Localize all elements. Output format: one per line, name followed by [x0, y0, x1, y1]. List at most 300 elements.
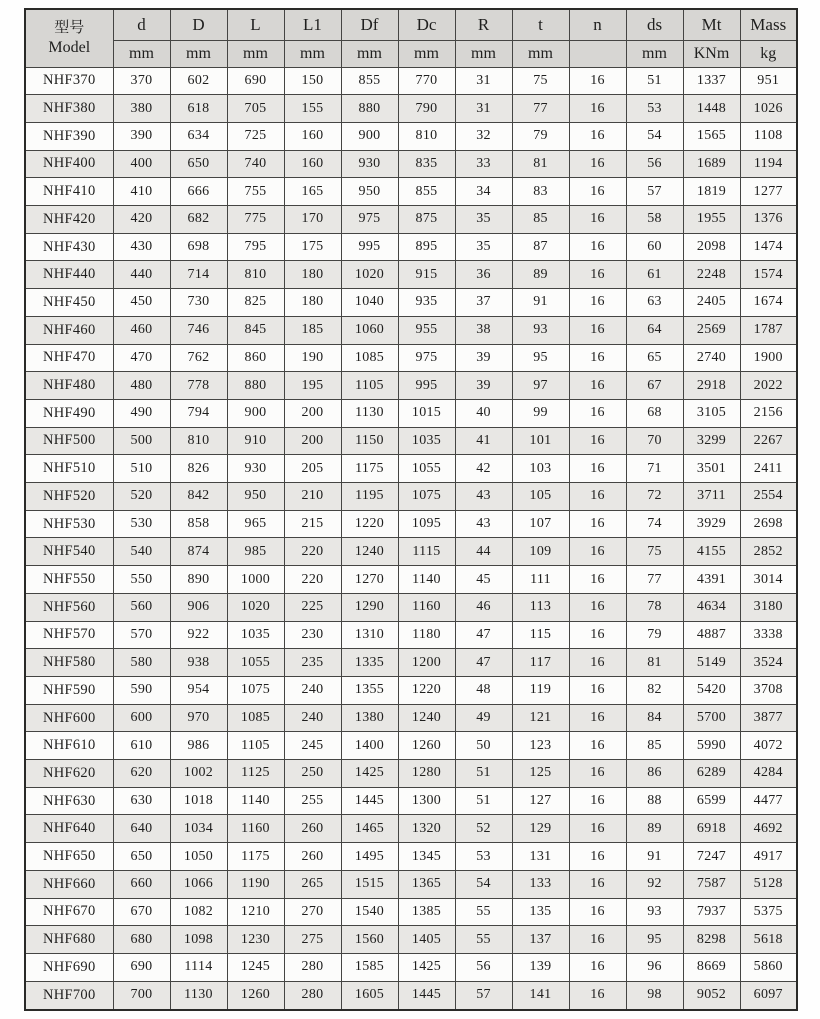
value-cell: 1240	[341, 538, 398, 566]
value-cell: 755	[227, 178, 284, 206]
value-cell: 938	[170, 649, 227, 677]
col-header-L1: L1	[284, 9, 341, 40]
table-row	[25, 289, 797, 317]
value-cell: 5149	[683, 649, 740, 677]
value-cell: 794	[170, 399, 227, 427]
value-cell: 93	[626, 898, 683, 926]
value-cell: 50	[455, 732, 512, 760]
value-cell: 150	[284, 67, 341, 95]
value-cell: 1150	[341, 427, 398, 455]
value-cell: 682	[170, 206, 227, 234]
value-cell: 970	[170, 704, 227, 732]
model-cell: NHF680	[25, 926, 113, 954]
value-cell: 55	[455, 898, 512, 926]
value-cell: 985	[227, 538, 284, 566]
value-cell: 930	[227, 455, 284, 483]
value-cell: 2852	[740, 538, 797, 566]
value-cell: 1310	[341, 621, 398, 649]
value-cell: 826	[170, 455, 227, 483]
value-cell: 835	[398, 150, 455, 178]
value-cell: 680	[113, 926, 170, 954]
value-cell: 520	[113, 483, 170, 511]
value-cell: 1376	[740, 206, 797, 234]
value-cell: 131	[512, 843, 569, 871]
value-cell: 910	[227, 427, 284, 455]
value-cell: 77	[512, 95, 569, 123]
value-cell: 245	[284, 732, 341, 760]
value-cell: 47	[455, 621, 512, 649]
value-cell: 31	[455, 67, 512, 95]
col-header-ds: ds	[626, 9, 683, 40]
value-cell: 730	[170, 289, 227, 317]
value-cell: 1337	[683, 67, 740, 95]
value-cell: 5420	[683, 676, 740, 704]
value-cell: 590	[113, 676, 170, 704]
value-cell: 895	[398, 233, 455, 261]
model-cell: NHF440	[25, 261, 113, 289]
table-row	[25, 621, 797, 649]
value-cell: 550	[113, 566, 170, 594]
value-cell: 8669	[683, 954, 740, 982]
value-cell: 1075	[227, 676, 284, 704]
value-cell: 698	[170, 233, 227, 261]
table-row	[25, 67, 797, 95]
value-cell: 83	[512, 178, 569, 206]
value-cell: 88	[626, 787, 683, 815]
value-cell: 1474	[740, 233, 797, 261]
value-cell: 3299	[683, 427, 740, 455]
value-cell: 860	[227, 344, 284, 372]
value-cell: 39	[455, 372, 512, 400]
value-cell: 4284	[740, 760, 797, 788]
value-cell: 1075	[398, 483, 455, 511]
value-cell: 1195	[341, 483, 398, 511]
value-cell: 51	[455, 760, 512, 788]
value-cell: 220	[284, 566, 341, 594]
value-cell: 68	[626, 399, 683, 427]
value-cell: 1190	[227, 870, 284, 898]
value-cell: 5700	[683, 704, 740, 732]
value-cell: 460	[113, 316, 170, 344]
value-cell: 57	[626, 178, 683, 206]
value-cell: 1082	[170, 898, 227, 926]
value-cell: 1125	[227, 760, 284, 788]
value-cell: 16	[569, 704, 626, 732]
value-cell: 275	[284, 926, 341, 954]
value-cell: 3014	[740, 566, 797, 594]
value-cell: 75	[626, 538, 683, 566]
table-row	[25, 649, 797, 677]
value-cell: 16	[569, 593, 626, 621]
value-cell: 5128	[740, 870, 797, 898]
value-cell: 965	[227, 510, 284, 538]
value-cell: 4634	[683, 593, 740, 621]
model-cell: NHF580	[25, 649, 113, 677]
value-cell: 650	[170, 150, 227, 178]
value-cell: 240	[284, 676, 341, 704]
value-cell: 855	[398, 178, 455, 206]
value-cell: 1130	[170, 981, 227, 1010]
model-cell: NHF510	[25, 455, 113, 483]
value-cell: 4477	[740, 787, 797, 815]
value-cell: 740	[227, 150, 284, 178]
value-cell: 16	[569, 732, 626, 760]
header-units-row	[25, 40, 797, 67]
value-cell: 65	[626, 344, 683, 372]
value-cell: 165	[284, 178, 341, 206]
model-cell: NHF570	[25, 621, 113, 649]
value-cell: 5990	[683, 732, 740, 760]
value-cell: 1040	[341, 289, 398, 317]
value-cell: 1605	[341, 981, 398, 1010]
value-cell: 690	[227, 67, 284, 95]
model-cell: NHF500	[25, 427, 113, 455]
value-cell: 890	[170, 566, 227, 594]
value-cell: 470	[113, 344, 170, 372]
table-row	[25, 566, 797, 594]
value-cell: 16	[569, 954, 626, 982]
value-cell: 995	[398, 372, 455, 400]
value-cell: 1220	[341, 510, 398, 538]
value-cell: 390	[113, 122, 170, 150]
value-cell: 270	[284, 898, 341, 926]
value-cell: 41	[455, 427, 512, 455]
value-cell: 1066	[170, 870, 227, 898]
table-row	[25, 676, 797, 704]
unit-header-n	[569, 40, 626, 67]
value-cell: 35	[455, 233, 512, 261]
unit-header-L: mm	[227, 40, 284, 67]
value-cell: 1400	[341, 732, 398, 760]
model-cell: NHF590	[25, 676, 113, 704]
value-cell: 103	[512, 455, 569, 483]
table-row	[25, 981, 797, 1010]
table-row	[25, 178, 797, 206]
value-cell: 1230	[227, 926, 284, 954]
value-cell: 810	[170, 427, 227, 455]
table-row	[25, 510, 797, 538]
value-cell: 180	[284, 261, 341, 289]
table-row	[25, 954, 797, 982]
value-cell: 950	[341, 178, 398, 206]
value-cell: 1240	[398, 704, 455, 732]
value-cell: 2569	[683, 316, 740, 344]
value-cell: 1540	[341, 898, 398, 926]
value-cell: 7247	[683, 843, 740, 871]
value-cell: 40	[455, 399, 512, 427]
model-cell: NHF650	[25, 843, 113, 871]
value-cell: 16	[569, 870, 626, 898]
value-cell: 1565	[683, 122, 740, 150]
value-cell: 790	[398, 95, 455, 123]
value-cell: 235	[284, 649, 341, 677]
value-cell: 16	[569, 566, 626, 594]
value-cell: 1105	[341, 372, 398, 400]
value-cell: 660	[113, 870, 170, 898]
value-cell: 2405	[683, 289, 740, 317]
model-cell: NHF670	[25, 898, 113, 926]
table-row	[25, 732, 797, 760]
value-cell: 99	[512, 399, 569, 427]
value-cell: 2698	[740, 510, 797, 538]
model-cell: NHF560	[25, 593, 113, 621]
value-cell: 1114	[170, 954, 227, 982]
value-cell: 746	[170, 316, 227, 344]
model-cell: NHF450	[25, 289, 113, 317]
value-cell: 1320	[398, 815, 455, 843]
value-cell: 170	[284, 206, 341, 234]
value-cell: 95	[512, 344, 569, 372]
value-cell: 560	[113, 593, 170, 621]
value-cell: 92	[626, 870, 683, 898]
value-cell: 16	[569, 399, 626, 427]
value-cell: 225	[284, 593, 341, 621]
value-cell: 75	[512, 67, 569, 95]
value-cell: 1018	[170, 787, 227, 815]
model-cell: NHF380	[25, 95, 113, 123]
value-cell: 1365	[398, 870, 455, 898]
value-cell: 125	[512, 760, 569, 788]
header-names-row	[25, 9, 797, 40]
col-header-d: d	[113, 9, 170, 40]
model-cell: NHF530	[25, 510, 113, 538]
value-cell: 922	[170, 621, 227, 649]
value-cell: 1175	[227, 843, 284, 871]
value-cell: 4391	[683, 566, 740, 594]
value-cell: 1355	[341, 676, 398, 704]
value-cell: 480	[113, 372, 170, 400]
value-cell: 1445	[398, 981, 455, 1010]
value-cell: 1448	[683, 95, 740, 123]
value-cell: 1105	[227, 732, 284, 760]
table-row	[25, 427, 797, 455]
value-cell: 48	[455, 676, 512, 704]
value-cell: 4887	[683, 621, 740, 649]
value-cell: 46	[455, 593, 512, 621]
value-cell: 580	[113, 649, 170, 677]
table-row	[25, 538, 797, 566]
table-row	[25, 455, 797, 483]
value-cell: 61	[626, 261, 683, 289]
value-cell: 906	[170, 593, 227, 621]
value-cell: 109	[512, 538, 569, 566]
value-cell: 1002	[170, 760, 227, 788]
value-cell: 260	[284, 815, 341, 843]
value-cell: 1160	[398, 593, 455, 621]
value-cell: 530	[113, 510, 170, 538]
value-cell: 7587	[683, 870, 740, 898]
value-cell: 43	[455, 510, 512, 538]
value-cell: 770	[398, 67, 455, 95]
value-cell: 825	[227, 289, 284, 317]
value-cell: 1035	[227, 621, 284, 649]
value-cell: 650	[113, 843, 170, 871]
value-cell: 855	[341, 67, 398, 95]
model-cell: NHF460	[25, 316, 113, 344]
value-cell: 900	[341, 122, 398, 150]
value-cell: 1290	[341, 593, 398, 621]
value-cell: 3711	[683, 483, 740, 511]
value-cell: 200	[284, 399, 341, 427]
value-cell: 1095	[398, 510, 455, 538]
value-cell: 1000	[227, 566, 284, 594]
value-cell: 3524	[740, 649, 797, 677]
unit-header-R: mm	[455, 40, 512, 67]
value-cell: 101	[512, 427, 569, 455]
table-header	[25, 9, 797, 67]
model-cell: NHF400	[25, 150, 113, 178]
value-cell: 141	[512, 981, 569, 1010]
value-cell: 89	[512, 261, 569, 289]
value-cell: 915	[398, 261, 455, 289]
value-cell: 86	[626, 760, 683, 788]
value-cell: 53	[626, 95, 683, 123]
value-cell: 1380	[341, 704, 398, 732]
value-cell: 63	[626, 289, 683, 317]
value-cell: 2098	[683, 233, 740, 261]
value-cell: 1560	[341, 926, 398, 954]
value-cell: 240	[284, 704, 341, 732]
value-cell: 78	[626, 593, 683, 621]
value-cell: 3501	[683, 455, 740, 483]
value-cell: 5860	[740, 954, 797, 982]
value-cell: 634	[170, 122, 227, 150]
col-header-t: t	[512, 9, 569, 40]
value-cell: 2740	[683, 344, 740, 372]
value-cell: 16	[569, 150, 626, 178]
value-cell: 3338	[740, 621, 797, 649]
table-row	[25, 316, 797, 344]
col-header-n: n	[569, 9, 626, 40]
value-cell: 105	[512, 483, 569, 511]
value-cell: 215	[284, 510, 341, 538]
unit-header-d: mm	[113, 40, 170, 67]
value-cell: 57	[455, 981, 512, 1010]
value-cell: 2554	[740, 483, 797, 511]
value-cell: 85	[626, 732, 683, 760]
value-cell: 53	[455, 843, 512, 871]
model-cell: NHF430	[25, 233, 113, 261]
table-row	[25, 344, 797, 372]
model-cell: NHF700	[25, 981, 113, 1010]
value-cell: 1160	[227, 815, 284, 843]
value-cell: 34	[455, 178, 512, 206]
value-cell: 490	[113, 399, 170, 427]
value-cell: 874	[170, 538, 227, 566]
model-cell: NHF390	[25, 122, 113, 150]
value-cell: 16	[569, 676, 626, 704]
model-cell: NHF660	[25, 870, 113, 898]
value-cell: 16	[569, 67, 626, 95]
value-cell: 2248	[683, 261, 740, 289]
value-cell: 6599	[683, 787, 740, 815]
model-cell: NHF520	[25, 483, 113, 511]
value-cell: 84	[626, 704, 683, 732]
model-cell: NHF630	[25, 787, 113, 815]
table-row	[25, 787, 797, 815]
value-cell: 280	[284, 954, 341, 982]
table-row	[25, 372, 797, 400]
value-cell: 610	[113, 732, 170, 760]
value-cell: 16	[569, 206, 626, 234]
value-cell: 95	[626, 926, 683, 954]
value-cell: 2411	[740, 455, 797, 483]
value-cell: 58	[626, 206, 683, 234]
value-cell: 38	[455, 316, 512, 344]
value-cell: 670	[113, 898, 170, 926]
value-cell: 4917	[740, 843, 797, 871]
value-cell: 16	[569, 898, 626, 926]
table-row	[25, 815, 797, 843]
value-cell: 47	[455, 649, 512, 677]
value-cell: 16	[569, 760, 626, 788]
value-cell: 54	[455, 870, 512, 898]
value-cell: 775	[227, 206, 284, 234]
value-cell: 714	[170, 261, 227, 289]
model-cell: NHF370	[25, 67, 113, 95]
value-cell: 74	[626, 510, 683, 538]
value-cell: 3105	[683, 399, 740, 427]
value-cell: 705	[227, 95, 284, 123]
value-cell: 1026	[740, 95, 797, 123]
value-cell: 43	[455, 483, 512, 511]
value-cell: 16	[569, 483, 626, 511]
value-cell: 1955	[683, 206, 740, 234]
value-cell: 52	[455, 815, 512, 843]
value-cell: 16	[569, 289, 626, 317]
value-cell: 107	[512, 510, 569, 538]
value-cell: 1130	[341, 399, 398, 427]
value-cell: 91	[512, 289, 569, 317]
value-cell: 56	[455, 954, 512, 982]
value-cell: 795	[227, 233, 284, 261]
value-cell: 880	[341, 95, 398, 123]
value-cell: 951	[740, 67, 797, 95]
col-header-L: L	[227, 9, 284, 40]
value-cell: 7937	[683, 898, 740, 926]
value-cell: 51	[626, 67, 683, 95]
value-cell: 2022	[740, 372, 797, 400]
value-cell: 180	[284, 289, 341, 317]
value-cell: 16	[569, 787, 626, 815]
value-cell: 666	[170, 178, 227, 206]
value-cell: 370	[113, 67, 170, 95]
value-cell: 98	[626, 981, 683, 1010]
value-cell: 1574	[740, 261, 797, 289]
value-cell: 1220	[398, 676, 455, 704]
value-cell: 16	[569, 261, 626, 289]
value-cell: 37	[455, 289, 512, 317]
value-cell: 6289	[683, 760, 740, 788]
value-cell: 16	[569, 538, 626, 566]
value-cell: 1345	[398, 843, 455, 871]
value-cell: 45	[455, 566, 512, 594]
value-cell: 3929	[683, 510, 740, 538]
value-cell: 265	[284, 870, 341, 898]
model-cell: NHF690	[25, 954, 113, 982]
value-cell: 810	[227, 261, 284, 289]
value-cell: 930	[341, 150, 398, 178]
model-cell: NHF640	[25, 815, 113, 843]
value-cell: 1300	[398, 787, 455, 815]
value-cell: 44	[455, 538, 512, 566]
value-cell: 135	[512, 898, 569, 926]
value-cell: 1689	[683, 150, 740, 178]
value-cell: 96	[626, 954, 683, 982]
value-cell: 16	[569, 344, 626, 372]
value-cell: 220	[284, 538, 341, 566]
value-cell: 16	[569, 178, 626, 206]
